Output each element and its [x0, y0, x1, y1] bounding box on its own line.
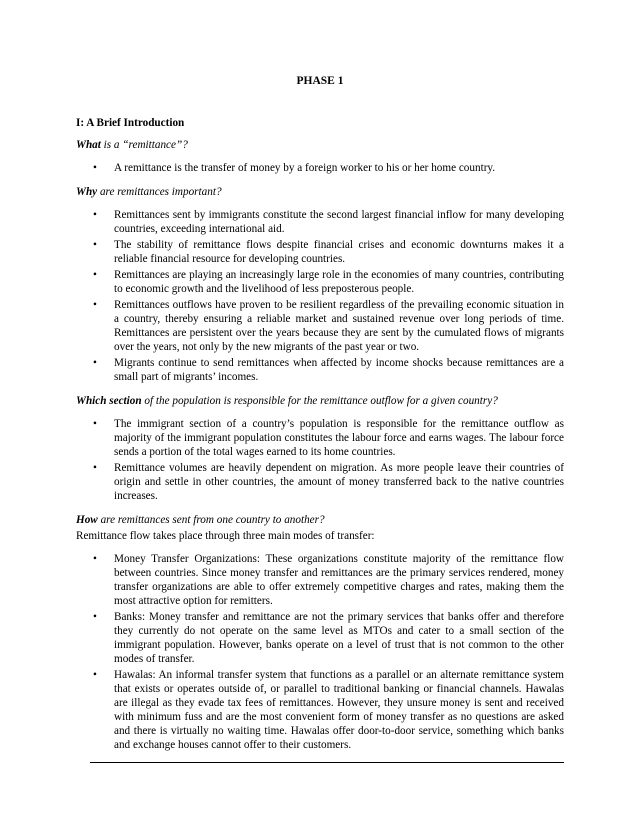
bullet-list-what: [76, 161, 564, 175]
question-lead: Why: [76, 186, 98, 198]
question-text: of the population is responsible for the remittance outflow for a given country?: [141, 395, 498, 407]
list-item: [76, 161, 564, 175]
list-item-text: Hawalas: An informal transfer system that functions as a parallel or an alternate remittance system that exists or operates outside of, or parallel to traditional banking or financial channels. Hawalas are illegal as they evade tax fees of remittances. However, they unsure money is sent and received with minimum fuss and are the most convenient form of money transfer as no questions are asked and there is virtually no waiting time. Hawalas offer door-to-door service, something which banks and exchange houses cannot offer to their customers.: [114, 669, 564, 751]
list-item: [76, 356, 564, 384]
list-item-text: The stability of remittance flows despite financial crises and economic downturns makes it a reliable financial resource for developing countries.: [114, 239, 564, 265]
modes-intro: Remittance flow takes place through three main modes of transfer:: [76, 530, 375, 542]
bullet-icon: •: [93, 462, 97, 474]
question-lead: What: [76, 139, 101, 151]
bullet-list-how: [76, 552, 564, 752]
list-item-text: Migrants continue to send remittances when affected by income shocks because remittances are a small part of migrants’ incomes.: [114, 357, 564, 383]
list-item-text: A remittance is the transfer of money by a foreign worker to his or her home country.: [114, 162, 496, 174]
list-item: [76, 268, 564, 296]
list-item-text: Remittance volumes are heavily dependent on migration. As more people leave their countries of origin and settle in other countries, the amount of money transferred back to the native countries increases.: [114, 462, 564, 502]
question-text: are remittances important?: [97, 186, 222, 198]
bullet-icon: •: [93, 357, 97, 369]
list-item: [76, 417, 564, 459]
list-item-text: Money Transfer Organizations: These organizations constitute majority of the remittance flow between countries. Since money transfer and remittances are the primary services rendered, money transfer organizations are able to offer extremely competitive charges and rates, making them the most attractive option for remitters.: [114, 553, 564, 607]
bullet-icon: •: [93, 162, 97, 174]
question-text: are remittances sent from one country to another?: [97, 514, 325, 526]
list-item: [76, 668, 564, 752]
list-item: [76, 298, 564, 354]
bullet-icon: •: [93, 553, 97, 565]
list-item-text: Remittances outflows have proven to be resilient regardless of the prevailing economic situation in a country, thereby ensuring a reliable market and sustained revenue over long periods of time. Remittances are persistent over the years because they are sent by the cumulated flows of migrants over the years, not only by the new migrants of the past year or two.: [114, 299, 564, 353]
bullet-icon: •: [93, 418, 97, 430]
list-item-text: Banks: Money transfer and remittance are not the primary services that banks offer and therefore they currently do not operate on the same level as MTOs and cater to a small section of the immigrant population. However, banks operate on a level of trust that is not common to the other modes of transfer.: [114, 611, 564, 665]
list-item: [76, 238, 564, 266]
list-item: [76, 208, 564, 236]
list-item-text: Remittances are playing an increasingly large role in the economies of many countries, contributing to economic growth and the livelihood of less preposterous people.: [114, 269, 564, 295]
bullet-list-why: [76, 208, 564, 384]
bullet-icon: •: [93, 669, 97, 681]
list-item: [76, 610, 564, 666]
list-item-text: The immigrant section of a country’s population is responsible for the remittance outflow as majority of the immigrant population constitutes the labour force and earns wages. The labour force sends a portion of the total wages earned to its home countries.: [114, 418, 564, 458]
bullet-list-which: [76, 417, 564, 503]
list-item: [76, 461, 564, 503]
document-page: [76, 74, 564, 763]
page-title: PHASE 1: [296, 75, 344, 87]
list-item: [76, 552, 564, 608]
question-what: [76, 138, 564, 152]
bullet-icon: •: [93, 611, 97, 623]
bullet-icon: •: [93, 299, 97, 311]
list-item-text: Remittances sent by immigrants constitute the second largest financial inflow for many developing countries, exceeding international aid.: [114, 209, 564, 235]
question-why: [76, 185, 564, 199]
section-heading: I: A Brief Introduction: [76, 117, 185, 129]
bullet-icon: •: [93, 209, 97, 221]
question-which-section: [76, 394, 564, 408]
question-text: is a “remittance”?: [100, 139, 188, 151]
bullet-icon: •: [93, 239, 97, 251]
question-lead: How: [76, 514, 98, 526]
bullet-icon: •: [93, 269, 97, 281]
question-how: [76, 513, 564, 527]
bottom-rule: [90, 762, 564, 763]
question-lead: Which section: [76, 395, 142, 407]
